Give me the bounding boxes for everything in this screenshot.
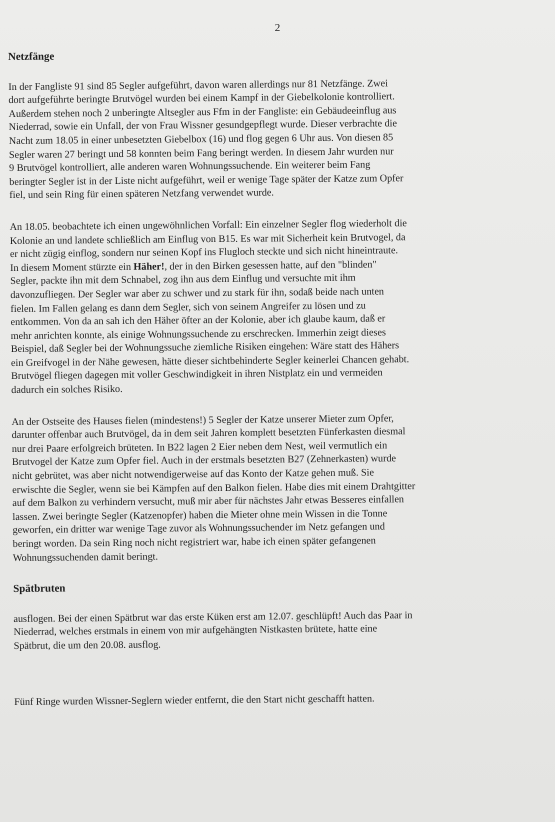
paragraph-fangliste	[8, 75, 547, 203]
text-line: darunter offenbar auch Brutvögel, da in dem seit Jahren komplett besetzten Fünferkasten diesmal	[11, 426, 406, 442]
paragraph-spaetbruten	[13, 608, 551, 654]
text-line: fielen. Im Fallen gelang es dann dem Segler, sich von seinem Angreifer zu lösen und zu	[10, 300, 366, 315]
text-line: dadurch ein solches Risiko.	[11, 383, 123, 397]
text-line: erwischte die Segler, wenn sie bei Kämpfen auf den Balkon fielen. Habe dies mit einem Drahtgitter	[12, 480, 416, 496]
text-line: nur drei Paare erfolgreich brüteten. In B22 lagen 2 Eier neben dem Nest, weil vermutlich ein	[11, 440, 388, 455]
page-number: 2	[274, 22, 281, 34]
text-line: Brutvogel der Katze zum Opfer fiel. Auch in der erstmals besetzten B27 (Zehnerkasten) wurde	[11, 453, 397, 469]
section-heading-spaetbruten: Spätbruten	[13, 582, 66, 596]
text-line: ein Greifvogel in der Nähe gewesen, hätte dieser sichtbehinderte Segler keinerlei Chancen gehabt.	[10, 354, 410, 369]
text-line: Beispiel, daß Segler bei der Wohnungssuche ziemliche Risiken eingehen: Wäre statt des Hähers	[10, 340, 400, 356]
text-line: Niederrad, sowie ein Unfall, der von Frau Wissner gesundgepflegt wurde. Dieser verbrachte die	[8, 118, 398, 134]
text-line: nicht gebrütet, was aber nicht notwendigerweise auf das Konto der Katze gehen muß. Sie	[12, 467, 374, 483]
text-line: Wohnungssuchenden damit beringt.	[12, 551, 159, 564]
text-line: 9 Brutvögel kontrolliert, alle anderen waren Wohnungssuchende. Ein weiterer beim Fang	[9, 159, 371, 175]
paragraph-haeher	[10, 216, 550, 398]
text-line: In der Fangliste 91 sind 85 Segler aufgeführt, davon waren allerdings nur 81 Netzfänge. Zwei	[8, 77, 388, 93]
text-line: Spätbrut, die um den 20.08. ausflog.	[13, 639, 161, 652]
text-fragment: , der in den Birken gesessen hatte, auf den "blinden"	[164, 259, 377, 273]
text-line: dort aufgeführte beringte Brutvögel wurden bei einem Kampf in der Giebelkolonie kontrolliert.	[8, 91, 395, 107]
text-line: Niederrad, welches erstmals in einem von mir aufgehängten Nistkasten brütete, hatte eine	[13, 623, 378, 639]
text-line: An der Ostseite des Hauses fielen (mindestens!) 5 Segler der Katze unserer Mieter zum Opfer,	[11, 412, 394, 428]
text-line: lassen. Zwei beringte Segler (Katzenopfer) haben die Mieter ohne mein Wissen in die Tonne	[12, 508, 388, 523]
text-line: entkommen. Von da an sah ich den Häher öfter an der Kolonie, aber ich glaube kaum, daß er	[10, 313, 386, 329]
text-line: Außerdem stehen noch 2 unberingte Altsegler aus Ffm in der Fangliste: ein Gebäudeeinflug aus	[8, 105, 397, 120]
text-line: auf dem Balkon zu verhindern versucht, muß mir aber für nächstes Jahr etwas Besseres einfallen	[12, 494, 405, 510]
text-line: An 18.05. beobachtete ich einen ungewöhnlichen Vorfall: Ein einzelner Segler flog wiederholt die	[9, 218, 407, 233]
text-line: mehr anrichten konnte, als einige Wohnungssuchende zu erschrecken. Immerhin zeigt dieses	[10, 327, 386, 342]
text-fragment: In diesem Moment stürzte ein	[10, 261, 134, 274]
text-line: Brutvögel fliegen dagegen mit voller Geschwindigkeit in ihren Nistplatz ein und vermeiden	[11, 367, 383, 383]
text-line: Fünf Ringe wurden Wissner-Seglern wieder entfernt, die den Start nicht geschafft hatten.	[14, 693, 375, 708]
emphasis-haeher: Häher!	[133, 261, 165, 273]
text-line: beringt worden. Da sein Ring noch nicht registriert war, habe ich einen später gefangenen	[12, 535, 376, 550]
text-line: Segler waren 27 beringt und 58 konnten beim Fang beringt werden. In diesem Jahr wurden nur	[8, 145, 394, 161]
text-line: ausflogen. Bei der einen Spätbrut war das erste Küken erst am 12.07. geschlüpft! Auch das Paar in	[13, 609, 413, 625]
text-line: Nacht zum 18.05 in einer unbesetzten Giebelbox (16) und flog gegen 6 Uhr aus. Von diesen 85	[8, 132, 394, 147]
section-heading-netzfaenge: Netzfänge	[8, 50, 55, 63]
text-line: davonzufliegen. Der Segler war aber zu schwer und zu stark für ihn, sodaß beide nach unten	[10, 286, 385, 301]
text-line: Kolonie an und landete schließlich am Einflug von B15. Es war mit Sicherheit kein Brutvogel, da	[9, 231, 406, 247]
text-line: beringter Segler ist in der Liste nicht aufgeführt, weil er wenige Tage später der Katze zum Opfer	[9, 172, 404, 188]
text-line: Segler, packte ihn mit dem Schnabel, zog ihn aus dem Einflug und versuchte mit ihm	[10, 272, 356, 288]
text-line: geworfen, ein dritter war wenige Tage zuvor als Wohnungssuchender im Netz gefangen und	[12, 521, 385, 537]
document-body	[8, 46, 552, 727]
text-line: er nicht zügig einflog, sondern nur seinen Kopf ins Flugloch steckte und sich nicht hineintraute.	[9, 245, 399, 261]
paragraph-katze	[12, 410, 551, 565]
text-line: fiel, und sein Ring für einen späteren Netzfang verwendet wurde.	[9, 187, 274, 202]
